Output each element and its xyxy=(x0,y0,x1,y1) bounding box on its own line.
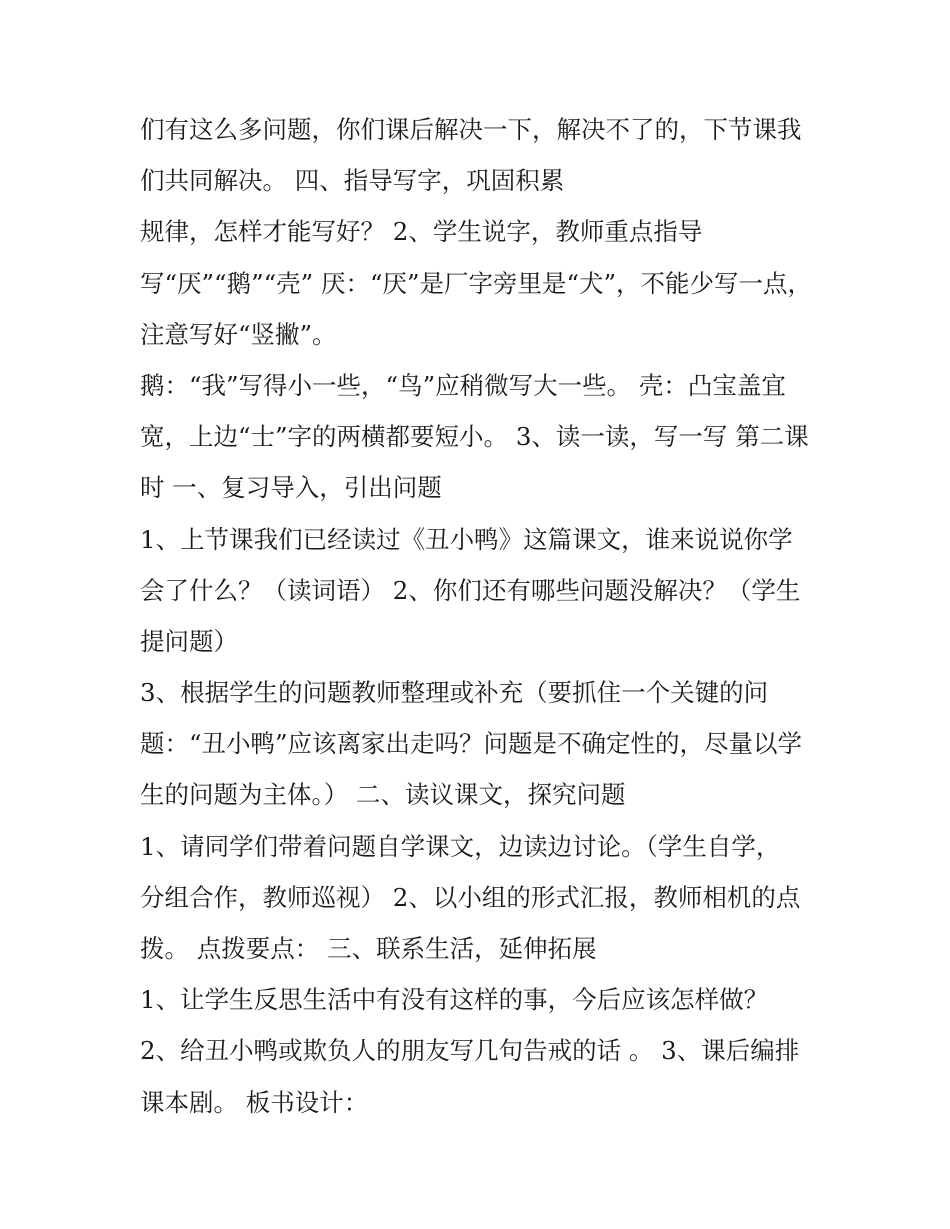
text-line: 题：“丑小鸭”应该离家出走吗？问题是不确定性的，尽量以学 xyxy=(140,729,803,759)
text-line: 1、上节课我们已经读过《丑小鸭》这篇课文，谁来说说你学 xyxy=(140,524,793,554)
text-line: 3、根据学生的问题教师整理或补充（要抓住一个关键的问 xyxy=(140,678,769,708)
text-line: 1、请同学们带着问题自学课文，边读边讨论。（学生自学， xyxy=(140,831,781,861)
text-line: 生的问题为主体。） 二、读议课文，探究问题 xyxy=(140,780,626,810)
text-line: 2、给丑小鸭或欺负人的朋友写几句告戒的话 。 3、课后编排 xyxy=(140,1036,800,1066)
document-body xyxy=(140,104,830,1128)
text-line: 鹅：“我”写得小一些，“鸟”应稍微写大一些。 壳：凸宝盖宜 xyxy=(140,370,786,400)
text-line: 拨。 点拨要点： 三、联系生活，延伸拓展 xyxy=(140,934,597,963)
text-line: 分组合作，教师巡视） 2、以小组的形式汇报，教师相机的点 xyxy=(140,882,801,912)
text-line: 注意写好“竖撇”。 xyxy=(140,319,337,349)
text-line: 1、让学生反思生活中有没有这样的事，今后应该怎样做？ xyxy=(140,985,769,1015)
text-line: 们有这么多问题，你们课后解决一下，解决不了的，下节课我 xyxy=(140,115,802,144)
text-line: 规律，怎样才能写好？ 2、学生说字，教师重点指导 xyxy=(140,217,703,247)
text-line: 提问题） xyxy=(140,626,238,656)
text-line: 宽，上边“士”字的两横都要短小。 3、读一读，写一写 第二课 xyxy=(140,422,809,452)
text-line: 们共同解决。 四、指导写字，巩固积累 xyxy=(140,166,565,196)
text-line: 时 一、复习导入，引出问题 xyxy=(140,473,442,503)
text-line: 写“厌”“鹅”“壳” 厌：“厌”是厂字旁里是“犬”，不能少写一点， xyxy=(140,268,813,298)
text-line: 课本剧。 板书设计： xyxy=(140,1087,369,1117)
text-line: 会了什么？（读词语） 2、你们还有哪些问题没解决？（学生 xyxy=(140,575,801,605)
